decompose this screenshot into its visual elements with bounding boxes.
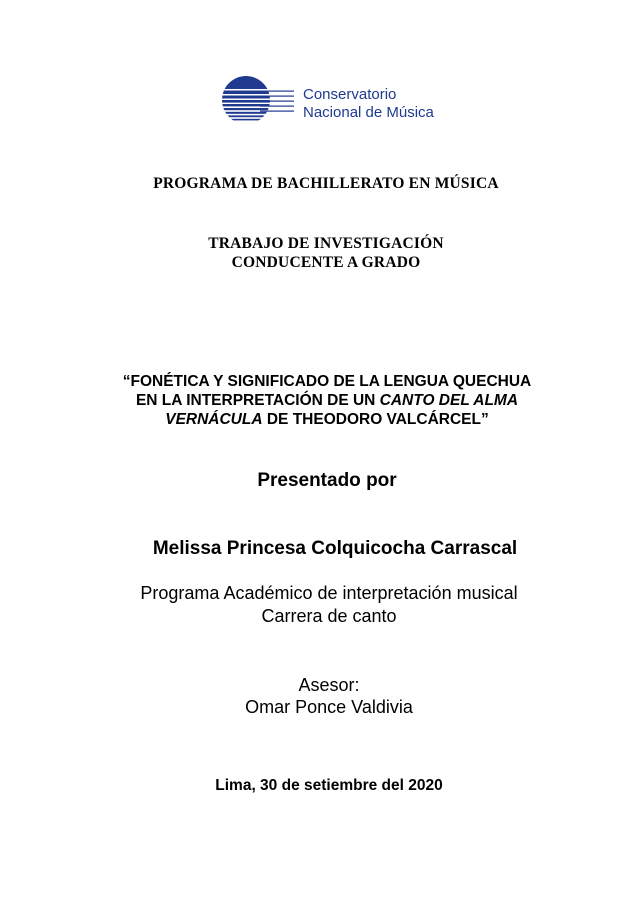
thesis-title-segment: EN LA INTERPRETACIÓN DE UN	[135, 392, 380, 409]
thesis-title-segment: DE THEODORO VALCÁRCEL”	[262, 411, 489, 428]
academic-career: Carrera de canto	[261, 606, 397, 626]
work-type-heading	[5, 234, 642, 272]
advisor-block	[8, 674, 642, 718]
advisor-label: Asesor:	[298, 675, 360, 695]
institution-name-line1: Conservatorio	[303, 86, 397, 103]
institution-logo	[220, 74, 450, 126]
academic-program	[8, 582, 642, 628]
thesis-title-italic-segment: CANTO DEL ALMA	[379, 392, 519, 409]
presentation-date: Lima, 30 de setiembre del 2020	[215, 777, 443, 794]
institution-name	[303, 86, 434, 122]
work-type-line2: CONDUCENTE A GRADO	[231, 254, 421, 271]
thesis-title	[6, 372, 642, 429]
work-type-line1: TRABAJO DE INVESTIGACIÓN	[208, 235, 444, 252]
advisor-name: Omar Ponce Valdivia	[245, 697, 413, 717]
conservatorio-logo-mark-icon	[220, 74, 298, 126]
program-heading: PROGRAMA DE BACHILLERATO EN MÚSICA	[153, 175, 499, 192]
institution-name-line2: Nacional de Música	[303, 104, 434, 121]
thesis-title-line2	[6, 391, 642, 410]
thesis-title-line3	[6, 410, 642, 429]
academic-program-name: Programa Académico de interpretación musical	[140, 583, 518, 603]
thesis-title-line1: “FONÉTICA Y SIGNIFICADO DE LA LENGUA QUECHUA	[122, 373, 532, 390]
author-name: Melissa Princesa Colquicocha Carrascal	[152, 538, 518, 559]
presented-by-label: Presentado por	[257, 470, 397, 491]
thesis-title-italic-segment: VERNÁCULA	[165, 411, 263, 428]
